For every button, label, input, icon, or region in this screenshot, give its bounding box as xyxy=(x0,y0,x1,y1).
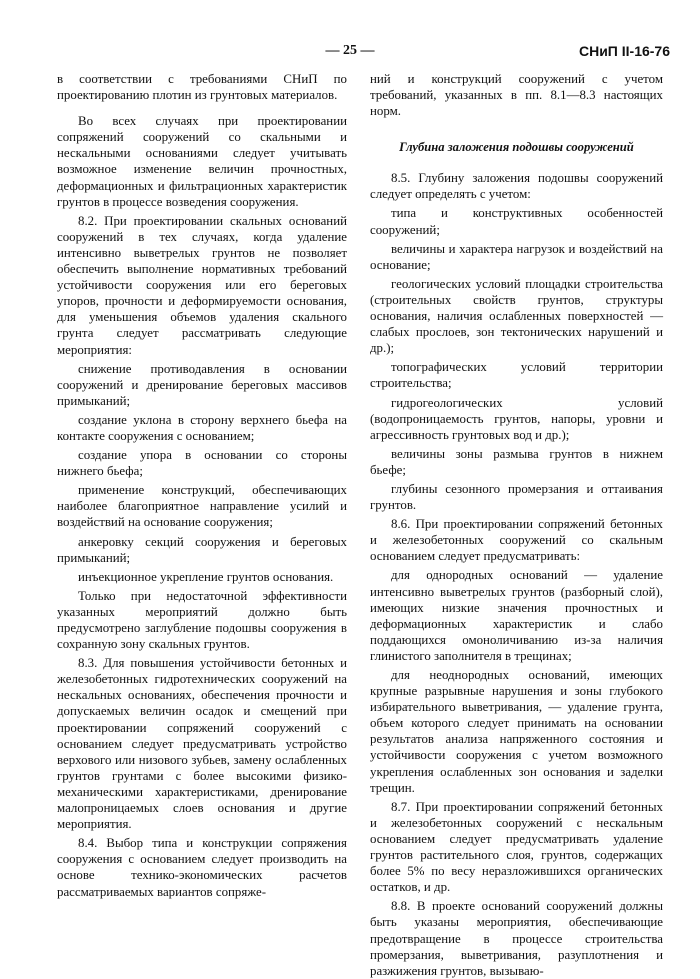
list-item: глубины сезонного промерзания и оттаивания грунтов. xyxy=(370,481,663,513)
left-column xyxy=(57,71,347,900)
list-item: снижение противодавления в основании сооружений и дренирование береговых массивов примыканий; xyxy=(57,361,347,408)
list-item: анкеровку секций сооружения и береговых примыканий; xyxy=(57,534,347,565)
paragraph: Только при недостаточной эффективности указанных мероприятий должно быть предусмотрено заглубление подошвы сооружения в сохранную зону скальных грунтов. xyxy=(57,588,347,652)
list-item: гидрогеологических условий (водопроницаемость грунтов, напоры, уровни и агрессивность грунтовых вод и др.); xyxy=(370,395,663,442)
list-item: создание уклона в сторону верхнего бьефа на контакте сооружения с основанием; xyxy=(57,412,347,443)
list-item: величины и характера нагрузок и воздействий на основание; xyxy=(370,241,663,272)
document-code: СНиП II-16-76 xyxy=(578,43,670,59)
list-item: величины зоны размыва грунтов в нижнем бьефе; xyxy=(370,446,663,477)
paragraph: в соответствии с требованиями СНиП по проектированию плотин из грунтовых материалов. xyxy=(57,72,347,103)
paragraph: 8.8. В проекте оснований сооружений должны быть указаны мероприятия, обеспечивающие предотвращение в процессе строительства промерзания, выветривания, разуплотнения и разжижения грунтов, вызываю- xyxy=(370,899,663,978)
list-item: для неоднородных оснований, имеющих крупные разрывные нарушения и зоны глубокого избирательного выветривания, — удаление грунта, объем которого следует принимать на основании результатов анализа напряженного состояния и устойчивости сооружения с учетом возможного укрепления ослабленных зон основания и заделки трещин. xyxy=(370,668,663,795)
list-item: применение конструкций, обеспечивающих наиболее благоприятное направление усилий и воздействий на основание сооружения; xyxy=(57,483,347,530)
list-item: геологических условий площадки строительства (строительных свойств грунтов, структуры основания, наличия ослабленных поверхностей — слабых прослоев, зон тектонических нарушений и др.); xyxy=(370,276,663,356)
right-column xyxy=(370,71,663,979)
list-item: инъекционное укрепление грунтов основания. xyxy=(78,569,334,584)
paragraph: 8.4. Выбор типа и конструкции сопряжения сооружения с основанием следует производить на основе технико-экономических расчетов рассматриваемых вариантов сопряже- xyxy=(57,836,347,899)
paragraph: 8.3. Для повышения устойчивости бетонных и железобетонных гидротехнических сооружений на нескальных основаниях, обеспечения прочности и допускаемых величин осадок и смещений при проектировании сопряжений сооружений с основанием следует предусматривать устройство верхового или низового зубьев, замену ослабленных грунтов грунтами с более высокими физико-механическими характеристиками, дренирование малопроницаемых слоев основания и другие мероприятия. xyxy=(57,656,347,832)
page-number: — 25 — xyxy=(325,43,375,58)
paragraph: 8.6. При проектировании сопряжений бетонных и железобетонных сооружений со скальным основанием следует предусматривать: xyxy=(370,517,663,564)
list-item: топографических условий территории строительства; xyxy=(370,360,663,391)
list-item: для однородных оснований — удаление интенсивно выветрелых грунтов (разборный слой), имеющих низкие значения прочностных и деформационных характеристик и слабо поддающихся омоноличиванию из-за наличия глинистого заполнителя в трещинах; xyxy=(370,568,663,663)
list-item: создание упора в основании со стороны нижнего бьефа; xyxy=(57,448,347,479)
paragraph: ний и конструкций сооружений с учетом требований, указанных в пп. 8.1—8.3 настоящих норм. xyxy=(370,72,663,119)
paragraph: Во всех случаях при проектировании сопряжений сооружений со скальными и нескальными основаниями следует учитывать возможное изменение величин прочностных, деформационных и фильтрационных характеристик грунтов в процессе возведения сооружения. xyxy=(57,114,347,209)
paragraph: 8.7. При проектировании сопряжений бетонных и железобетонных сооружений с нескальным основанием следует предусматривать удаление грунтов растительного слоя, грунтов, содержащих более 5% по весу неразложившихся органических остатков, и др. xyxy=(370,799,663,895)
paragraph: 8.2. При проектировании скальных оснований сооружений в тех случаях, когда удаление интенсивно выветрелых грунтов не позволяет обеспечить выполнение нормативных требований устойчивости сооружения или его береговых упоров, прочности и деформируемости основания, для уменьшения объемов удаления скального грунта следует рассматривать следующие мероприятия: xyxy=(57,213,347,357)
list-item: типа и конструктивных особенностей сооружений; xyxy=(370,206,663,237)
paragraph: 8.5. Глубину заложения подошвы сооружений следует определять с учетом: xyxy=(370,171,663,202)
section-heading: Глубина заложения подошвы сооружений xyxy=(399,140,634,155)
